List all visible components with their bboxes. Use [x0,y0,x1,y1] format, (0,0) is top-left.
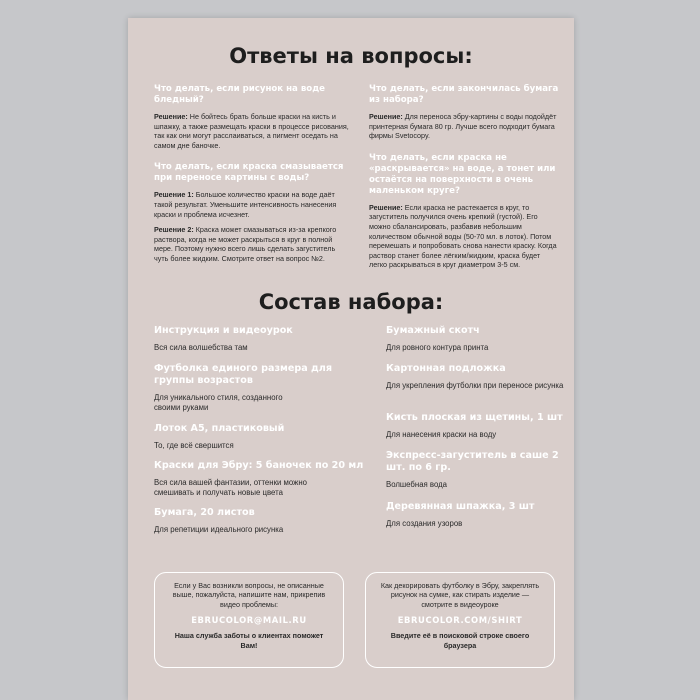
faq-title: Ответы на вопросы: [229,44,473,68]
support-contact-box [154,572,344,668]
kit-item [154,423,354,451]
video-lesson-note: Введите её в поисковой строке своего браузера [390,631,530,650]
faq-question: Что делать, если рисунок на воде бледный? [154,84,325,105]
kit-item-desc: Для уникального стиля, созданного своими руками [154,393,283,412]
support-note: Наша служба заботы о клиентах поможет Вам! [174,631,324,650]
kit-item-desc: То, где всё свершится [154,441,234,450]
kit-title: Состав набора: [258,290,444,314]
faq-answer: Решение: Если краска не растекается в круг, то загуститель получился очень крепкий (густой). Его можно сбалансировать, разбавив небольшим количеством обычной воды (50-70 мл. в лоток). Потом перемешать и попробовать снова нанести краску. Когда раствор станет более лёгким/жидким, краска будет легко раскрываться в круг диаметром 3-5 см. [369,202,557,270]
kit-item-title: Бумага, 20 листов [154,507,255,518]
kit-item-title: Картонная подложка [386,363,506,374]
faq-answer: Решение 2: Краска может смазываться из-за крепкого раствора, когда не может раскрыться в круг в полной мере. Поэтому нужно всего лишь сделать загуститель чуть более жидким. Смотрите ответ на вопрос №2. [154,225,337,263]
faq-answer: Решение 1: Большое количество краски на воде даёт такой результат. Уменьшите интенсивность нанесения краски и проблема исчезнет. [154,190,337,219]
kit-item [386,412,571,440]
kit-item-desc: Для укрепления футболки при переносе рисунка [386,381,564,390]
kit-item-desc: Для создания узоров [386,519,463,528]
faq-answer: Решение: Для переноса эбру-картины с воды подойдёт принтерная бумага 80 гр. Лучше всего подходит бумага фирмы Svetocopy. [369,112,557,141]
video-lesson-text: Как декорировать футболку в Эбру, закреплять рисунок на сумке, как стирать изделие — смотрите в видеоуроке [380,581,540,609]
kit-item-title: Футболка единого размера для группы возрастов [154,363,332,386]
kit-item-title: Лоток А5, пластиковый [154,423,285,434]
instruction-sheet [128,18,574,700]
kit-item-desc: Для нанесения краски на воду [386,430,497,439]
faq-right-column [369,84,559,276]
kit-item-desc: Волшебная вода [386,480,448,489]
faq-answer: Решение: Не бойтесь брать больше краски на кисть и шпажку, а также размещать краски в процессе рисования, так как они могут расслаиваться, а пигмент оседать на самом дне баночке. [154,112,349,150]
kit-item [154,363,354,413]
video-lesson-box [365,572,555,668]
kit-item [386,363,566,391]
faq-question: Что делать, если краска не «раскрывается» на воде, а тонет или остаётся на поверхности в очень маленьком круге? [369,152,556,196]
support-text: Если у Вас возникли вопросы, не описанные выше, пожалуйста, напишите нам, прикрепив видео проблемы: [172,581,326,609]
kit-item-desc: Вся сила волшебства там [154,343,248,352]
kit-item [386,325,566,353]
faq-left-column [154,84,350,270]
kit-item-desc: Вся сила вашей фантазии, оттенки можно смешивать и получать новые цвета [154,478,307,497]
kit-item-title: Деревянная шпажка, 3 шт [386,501,535,512]
kit-item-title: Краски для Эбру: 5 баночек по 20 мл [154,460,364,471]
kit-item [154,507,354,535]
faq-question: Что делать, если закончилась бумага из набора? [369,84,559,105]
kit-item [386,501,571,529]
kit-item [154,325,354,353]
faq-question: Что делать, если краска смазывается при переносе картины с воды? [154,162,344,184]
video-lesson-link[interactable]: EBRUCOLOR.COM/SHIRT [397,615,523,626]
kit-item [154,460,369,498]
kit-item-desc: Для репетиции идеального рисунка [154,525,284,534]
kit-item-title: Экспресс-загуститель в саше 2 шт. по 6 гр. [386,450,559,473]
kit-item-desc: Для ровного контура принта [386,343,489,352]
kit-item-title: Бумажный скотч [386,325,480,336]
support-email-link[interactable]: EBRUCOLOR@MAIL.RU [191,615,307,626]
kit-item-title: Кисть плоская из щетины, 1 шт [386,412,563,423]
kit-item-title: Инструкция и видеоурок [154,325,293,336]
kit-item [386,450,566,490]
